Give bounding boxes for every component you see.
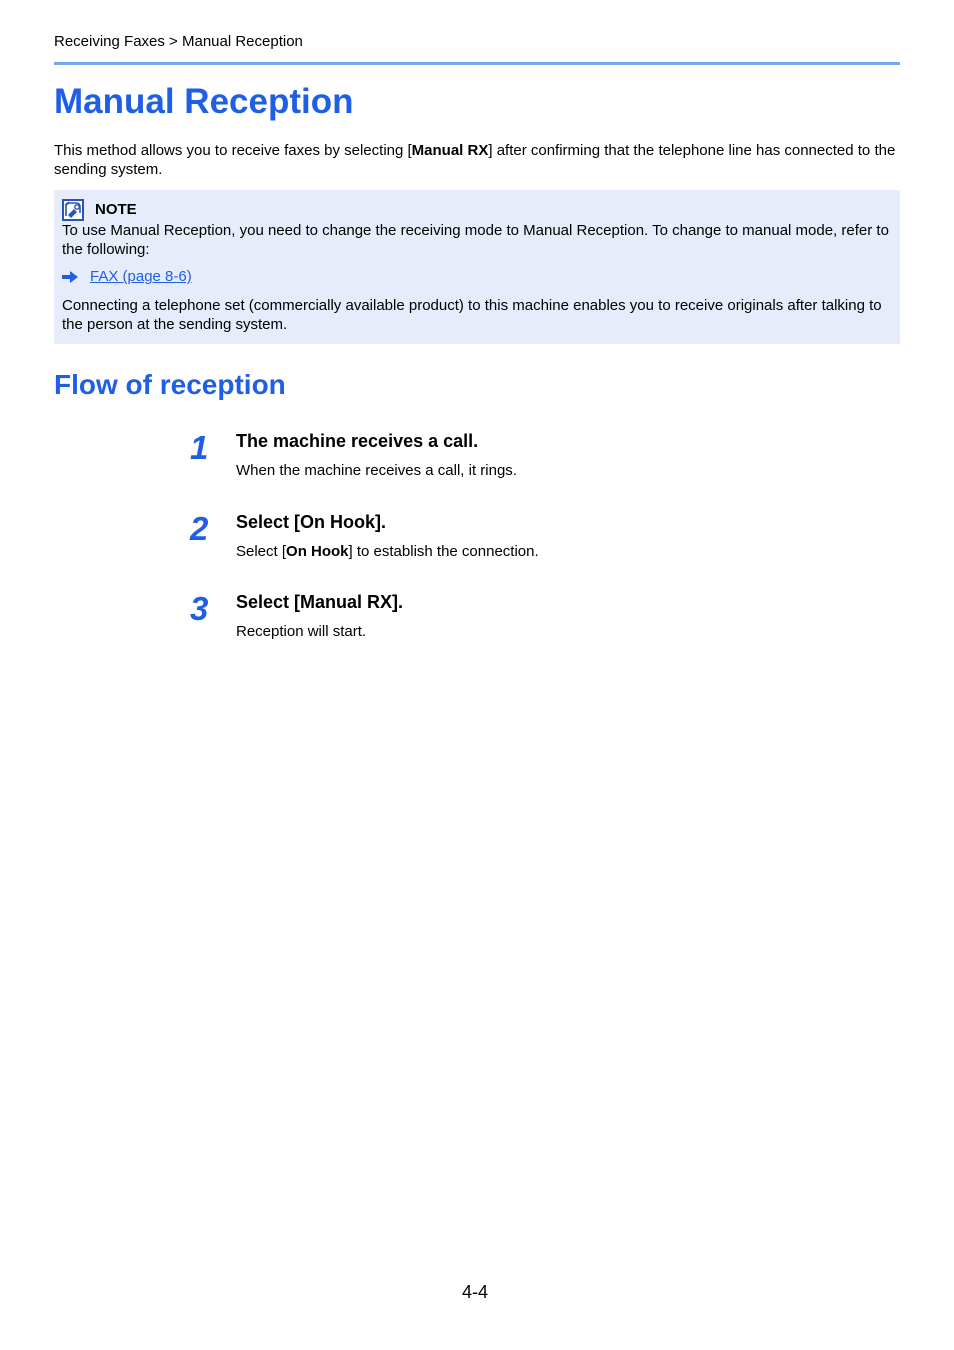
header-divider <box>54 62 900 65</box>
step-number: 2 <box>190 510 209 547</box>
page-title: Manual Reception <box>54 82 354 121</box>
step-title: Select [Manual RX]. <box>236 592 404 612</box>
step-description-bold: On Hook <box>286 543 349 560</box>
step-description <box>236 461 517 480</box>
breadcrumb: Receiving Faxes > Manual Reception <box>54 33 303 50</box>
note-icon <box>62 199 84 221</box>
arrow-right-icon <box>62 271 78 283</box>
step-description <box>236 542 539 561</box>
intro-paragraph <box>54 141 900 179</box>
intro-text-start: This method allows you to receive faxes by selecting [ <box>54 142 412 159</box>
page-number: 4-4 <box>462 1282 489 1302</box>
step-description-text: Reception will start. <box>236 623 367 640</box>
section-title: Flow of reception <box>54 369 286 400</box>
step-number: 3 <box>190 590 209 627</box>
note-text-mode: To use Manual Reception, you need to change the receiving mode to Manual Reception. To change to manual mode, refer to the following: <box>62 222 889 258</box>
note-reference <box>62 267 192 286</box>
note-header <box>62 198 137 222</box>
intro-bold-term: Manual RX <box>411 142 489 159</box>
intro-text-end: ] after confirming that the telephone line has connected to the sending system. <box>54 142 896 178</box>
note-text-telephone: Connecting a telephone set (commercially available product) to this machine enables you to receive originals after talking to the person at the sending system. <box>62 297 882 333</box>
step-title: Select [On Hook]. <box>236 512 387 532</box>
fax-page-link[interactable]: FAX (page 8-6) <box>90 268 192 285</box>
step-description-text: When the machine receives a call, it rings. <box>236 462 517 479</box>
step-description-text-end: ] to establish the connection. <box>348 543 539 560</box>
step-title: The machine receives a call. <box>236 431 479 451</box>
step-number: 1 <box>190 429 209 466</box>
step-description <box>236 622 366 641</box>
step-description-text: Select [ <box>236 543 287 560</box>
note-label: NOTE <box>95 201 137 218</box>
note-box <box>54 190 900 344</box>
